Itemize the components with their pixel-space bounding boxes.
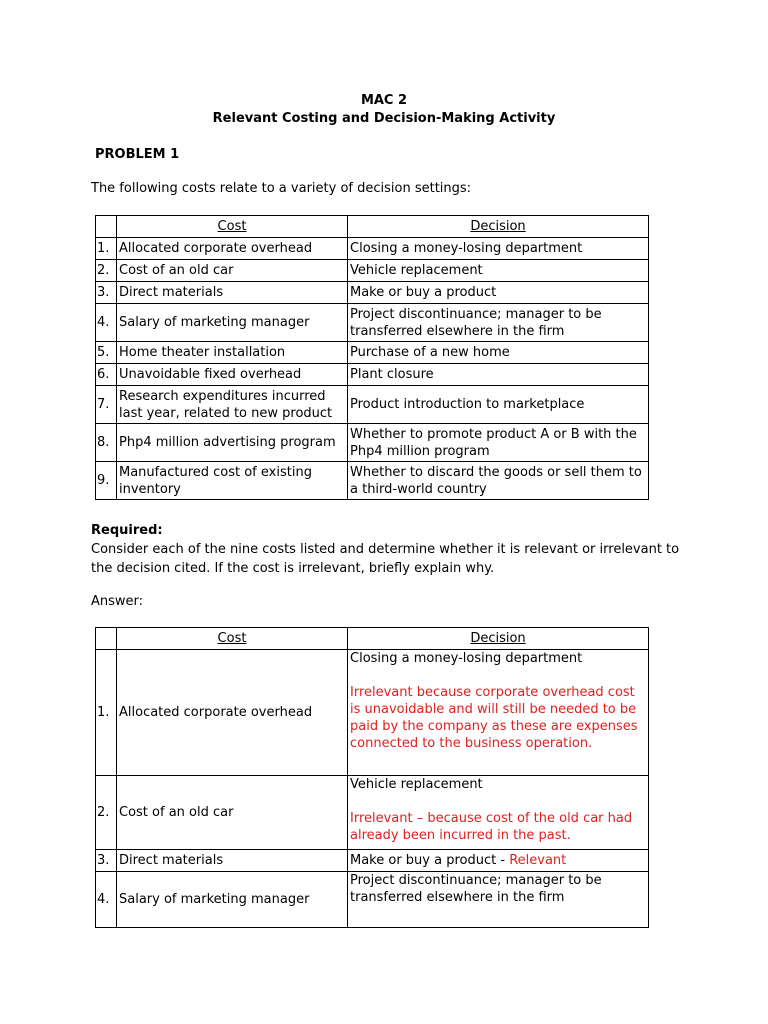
- decision-text: Make or buy a product -: [350, 853, 510, 868]
- decision-text: Vehicle replacement: [350, 777, 483, 792]
- answer-text: Irrelevant – because cost of the old car had already been incurred in the past.: [350, 811, 633, 843]
- row-number: 3.: [96, 850, 117, 872]
- table-row: [96, 776, 649, 850]
- costs-table: [95, 215, 649, 500]
- course-title: MAC 2: [360, 93, 408, 108]
- row-number: 6.: [96, 364, 117, 386]
- decision-cell: Make or buy a product: [348, 282, 649, 304]
- table-header-row: [96, 216, 649, 238]
- table-row: [96, 386, 649, 424]
- table-row: [96, 650, 649, 776]
- decision-cell: [348, 850, 649, 872]
- decision-cell: Product introduction to marketplace: [348, 386, 649, 424]
- row-number: 8.: [96, 424, 117, 462]
- row-number: 2.: [96, 776, 117, 850]
- table-row: [96, 424, 649, 462]
- answer-table: [95, 627, 649, 928]
- answer-text: Irrelevant because corporate overhead cost is unavoidable and will still be needed to be paid by the company as these are expenses connected to the business operation.: [350, 685, 638, 751]
- required-text: Consider each of the nine costs listed and determine whether it is relevant or irrelevant to the decision cited. If the cost is irrelevant, briefly explain why.: [91, 542, 680, 576]
- cost-header: Cost: [117, 216, 348, 238]
- decision-cell: Vehicle replacement: [348, 260, 649, 282]
- decision-cell: [348, 650, 649, 776]
- row-number: 1.: [96, 650, 117, 776]
- table-row: [96, 304, 649, 342]
- problem-heading: PROBLEM 1: [95, 147, 180, 162]
- decision-cell: Purchase of a new home: [348, 342, 649, 364]
- cost-header: Cost: [117, 628, 348, 650]
- table-row: [96, 872, 649, 928]
- required-heading: Required:: [91, 523, 163, 538]
- row-number: 3.: [96, 282, 117, 304]
- intro-text: The following costs relate to a variety of decision settings:: [91, 181, 472, 196]
- cost-cell: Manufactured cost of existing inventory: [117, 462, 348, 500]
- answer-text: Relevant: [509, 853, 567, 868]
- cost-cell: Allocated corporate overhead: [117, 238, 348, 260]
- row-number: 1.: [96, 238, 117, 260]
- decision-cell: Whether to promote product A or B with the Php4 million program: [348, 424, 649, 462]
- table-row: [96, 282, 649, 304]
- decision-cell: Plant closure: [348, 364, 649, 386]
- num-header-cell: [96, 628, 117, 650]
- cost-cell: Home theater installation: [117, 342, 348, 364]
- decision-header: Decision: [348, 216, 649, 238]
- decision-cell: [348, 776, 649, 850]
- row-number: 4.: [96, 304, 117, 342]
- table-row: [96, 342, 649, 364]
- activity-title: Relevant Costing and Decision-Making Activity: [212, 111, 556, 126]
- row-number: 2.: [96, 260, 117, 282]
- cost-cell: Direct materials: [117, 850, 348, 872]
- cost-cell: Salary of marketing manager: [117, 304, 348, 342]
- cost-cell: Salary of marketing manager: [117, 872, 348, 928]
- cost-cell: Direct materials: [117, 282, 348, 304]
- table-row: [96, 850, 649, 872]
- decision-text: Project discontinuance; manager to be transferred elsewhere in the firm: [350, 873, 602, 905]
- cost-cell: Php4 million advertising program: [117, 424, 348, 462]
- decision-text: Closing a money-losing department: [350, 651, 583, 666]
- row-number: 9.: [96, 462, 117, 500]
- table-row: [96, 260, 649, 282]
- cost-cell: Allocated corporate overhead: [117, 650, 348, 776]
- decision-header: Decision: [348, 628, 649, 650]
- answer-heading: Answer:: [91, 594, 144, 609]
- row-number: 7.: [96, 386, 117, 424]
- table-row: [96, 462, 649, 500]
- num-header-cell: [96, 216, 117, 238]
- decision-cell: Project discontinuance; manager to be transferred elsewhere in the firm: [348, 304, 649, 342]
- row-number: 5.: [96, 342, 117, 364]
- decision-cell: Closing a money-losing department: [348, 238, 649, 260]
- cost-cell: Cost of an old car: [117, 260, 348, 282]
- table-row: [96, 364, 649, 386]
- cost-cell: Research expenditures incurred last year, related to new product: [117, 386, 348, 424]
- decision-cell: Whether to discard the goods or sell them to a third-world country: [348, 462, 649, 500]
- table-row: [96, 238, 649, 260]
- cost-cell: Unavoidable fixed overhead: [117, 364, 348, 386]
- cost-cell: Cost of an old car: [117, 776, 348, 850]
- decision-cell: [348, 872, 649, 928]
- row-number: 4.: [96, 872, 117, 928]
- table-header-row: [96, 628, 649, 650]
